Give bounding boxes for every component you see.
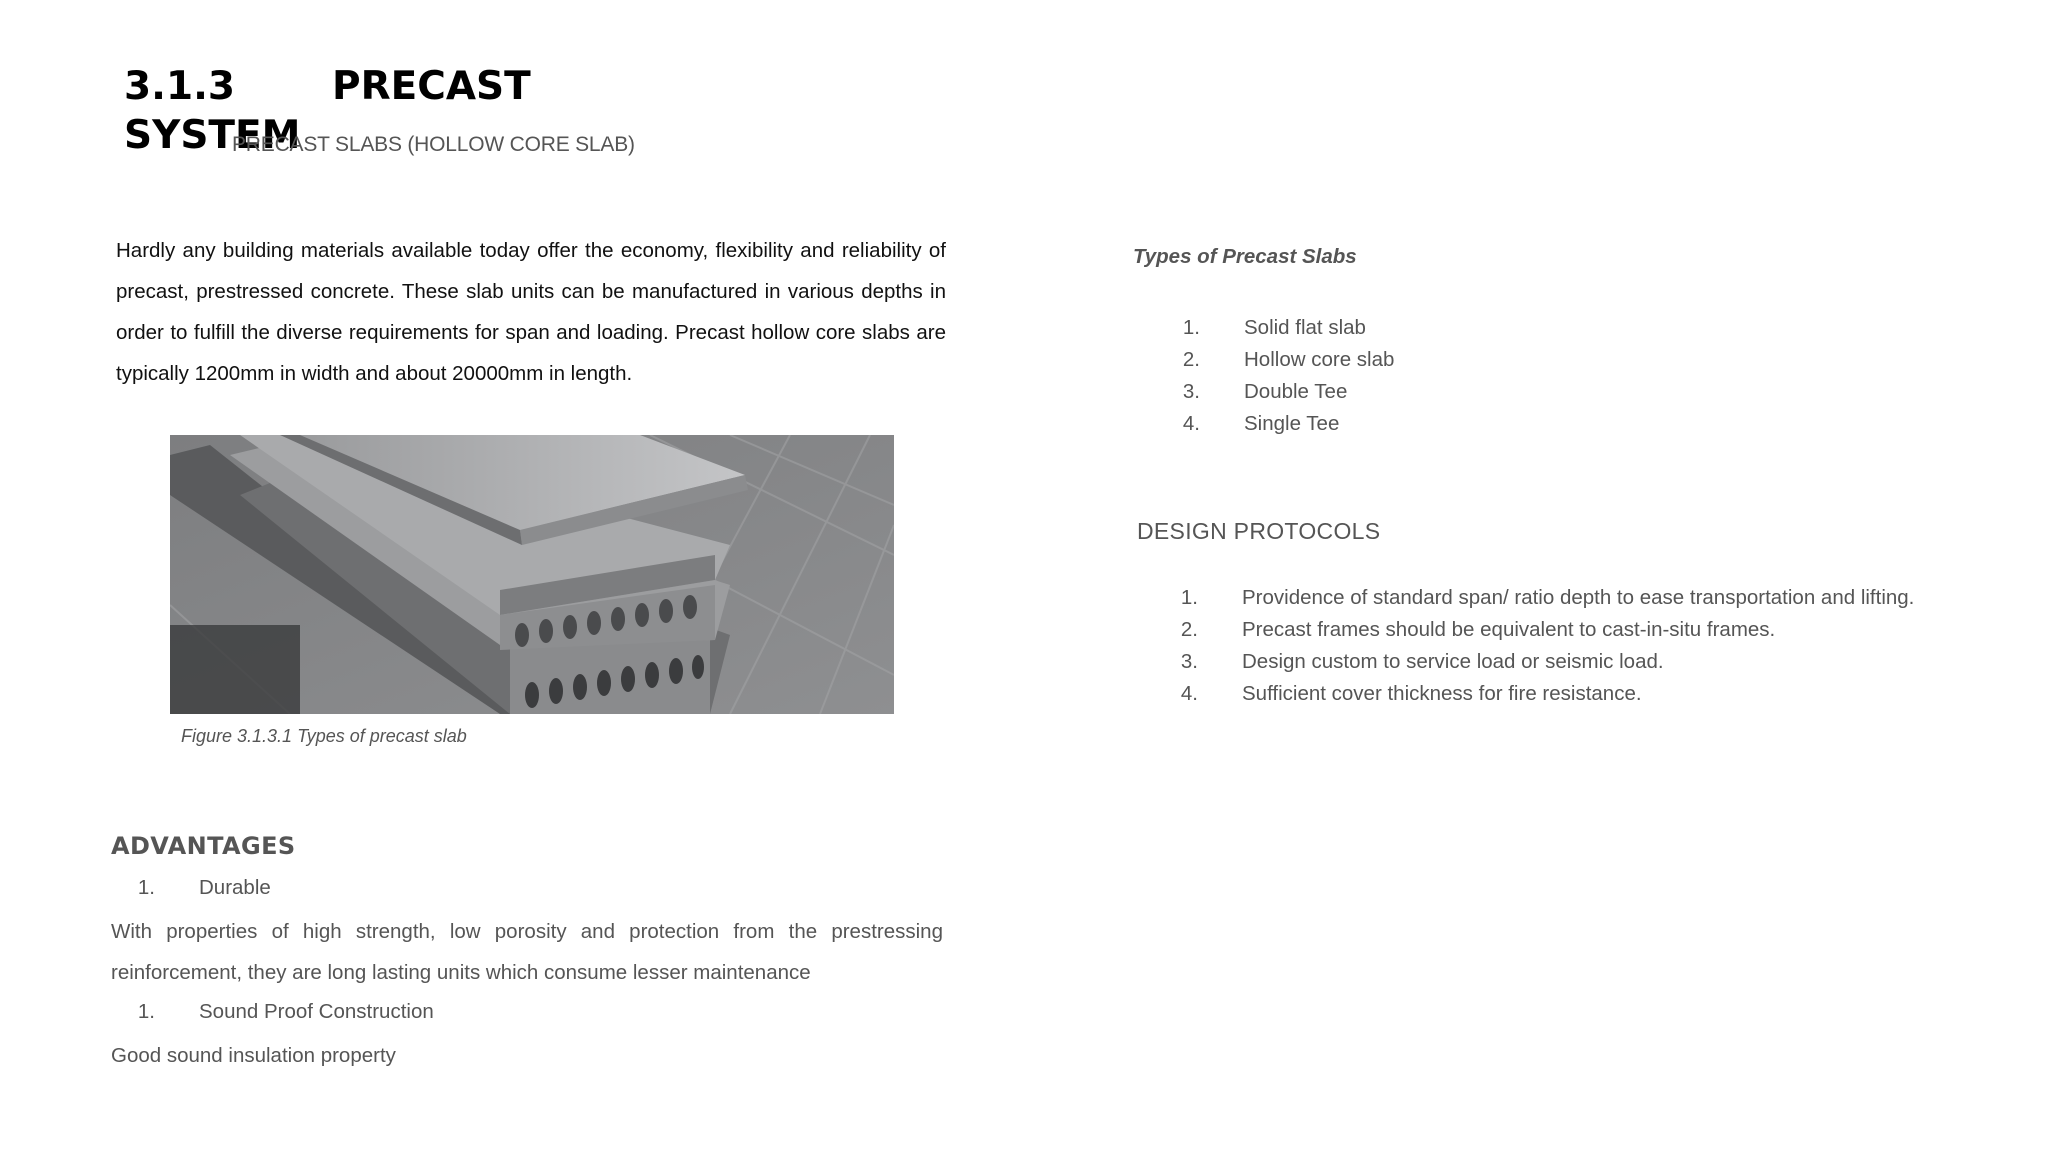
types-title: Types of Precast Slabs bbox=[1133, 245, 1357, 268]
types-list bbox=[1140, 312, 1394, 440]
section-title-word1: PRECAST bbox=[332, 64, 531, 109]
list-label: Durable bbox=[199, 876, 271, 899]
list-item bbox=[1138, 582, 1914, 614]
advantages-title: ADVANTAGES bbox=[111, 832, 296, 860]
list-label: Providence of standard span/ ratio depth to ease transportation and lifting. bbox=[1242, 586, 1915, 609]
list-number: 2. bbox=[1182, 348, 1200, 371]
intro-paragraph: Hardly any building materials available today offer the economy, flexibility and reliability of precast, prestressed concrete. These slab units can be manufactured in various depths in order to fulfill the diverse requirements for span and loading. Precast hollow core slabs are typically 1200mm in width and about 20000mm in length. bbox=[116, 239, 946, 385]
list-number: 1. bbox=[137, 876, 155, 899]
advantage-item bbox=[95, 996, 434, 1028]
list-label: Design custom to service load or seismic load. bbox=[1242, 650, 1664, 673]
list-item bbox=[1140, 408, 1394, 440]
design-protocols-title: DESIGN PROTOCOLS bbox=[1137, 518, 1381, 544]
list-number: 1. bbox=[1180, 586, 1198, 609]
list-number: 3. bbox=[1180, 650, 1198, 673]
list-label: Double Tee bbox=[1244, 380, 1348, 403]
list-label: Precast frames should be equivalent to cast-in-situ frames. bbox=[1242, 618, 1776, 641]
list-item bbox=[1138, 646, 1914, 678]
list-number: 1. bbox=[137, 1000, 155, 1023]
list-label: Solid flat slab bbox=[1244, 316, 1366, 339]
subheading: PRECAST SLABS (HOLLOW CORE SLAB) bbox=[232, 133, 635, 156]
advantage-description: Good sound insulation property bbox=[111, 1044, 396, 1067]
precast-slab-photo bbox=[170, 435, 894, 714]
list-number: 2. bbox=[1180, 618, 1198, 641]
list-label: Hollow core slab bbox=[1244, 348, 1395, 371]
advantage-description: With properties of high strength, low porosity and protection from the prestressing reinforcement, they are long lasting units which consume lesser maintenance bbox=[111, 920, 943, 984]
list-number: 3. bbox=[1182, 380, 1200, 403]
figure-caption: Figure 3.1.3.1 Types of precast slab bbox=[181, 726, 467, 746]
design-protocols-list bbox=[1138, 582, 1914, 710]
list-item bbox=[1140, 376, 1394, 408]
list-item bbox=[1140, 344, 1394, 376]
section-number: 3.1.3 bbox=[124, 64, 236, 109]
list-number: 1. bbox=[1182, 316, 1200, 339]
list-number: 4. bbox=[1182, 412, 1200, 435]
advantage-item bbox=[95, 872, 271, 904]
list-item bbox=[1138, 614, 1914, 646]
section-title-word2: SYSTEM bbox=[124, 113, 301, 158]
list-item bbox=[1140, 312, 1394, 344]
list-label: Sound Proof Construction bbox=[199, 1000, 434, 1023]
list-item bbox=[1138, 678, 1914, 710]
list-number: 4. bbox=[1180, 682, 1198, 705]
list-label: Single Tee bbox=[1244, 412, 1340, 435]
list-label: Sufficient cover thickness for fire resistance. bbox=[1242, 682, 1642, 705]
